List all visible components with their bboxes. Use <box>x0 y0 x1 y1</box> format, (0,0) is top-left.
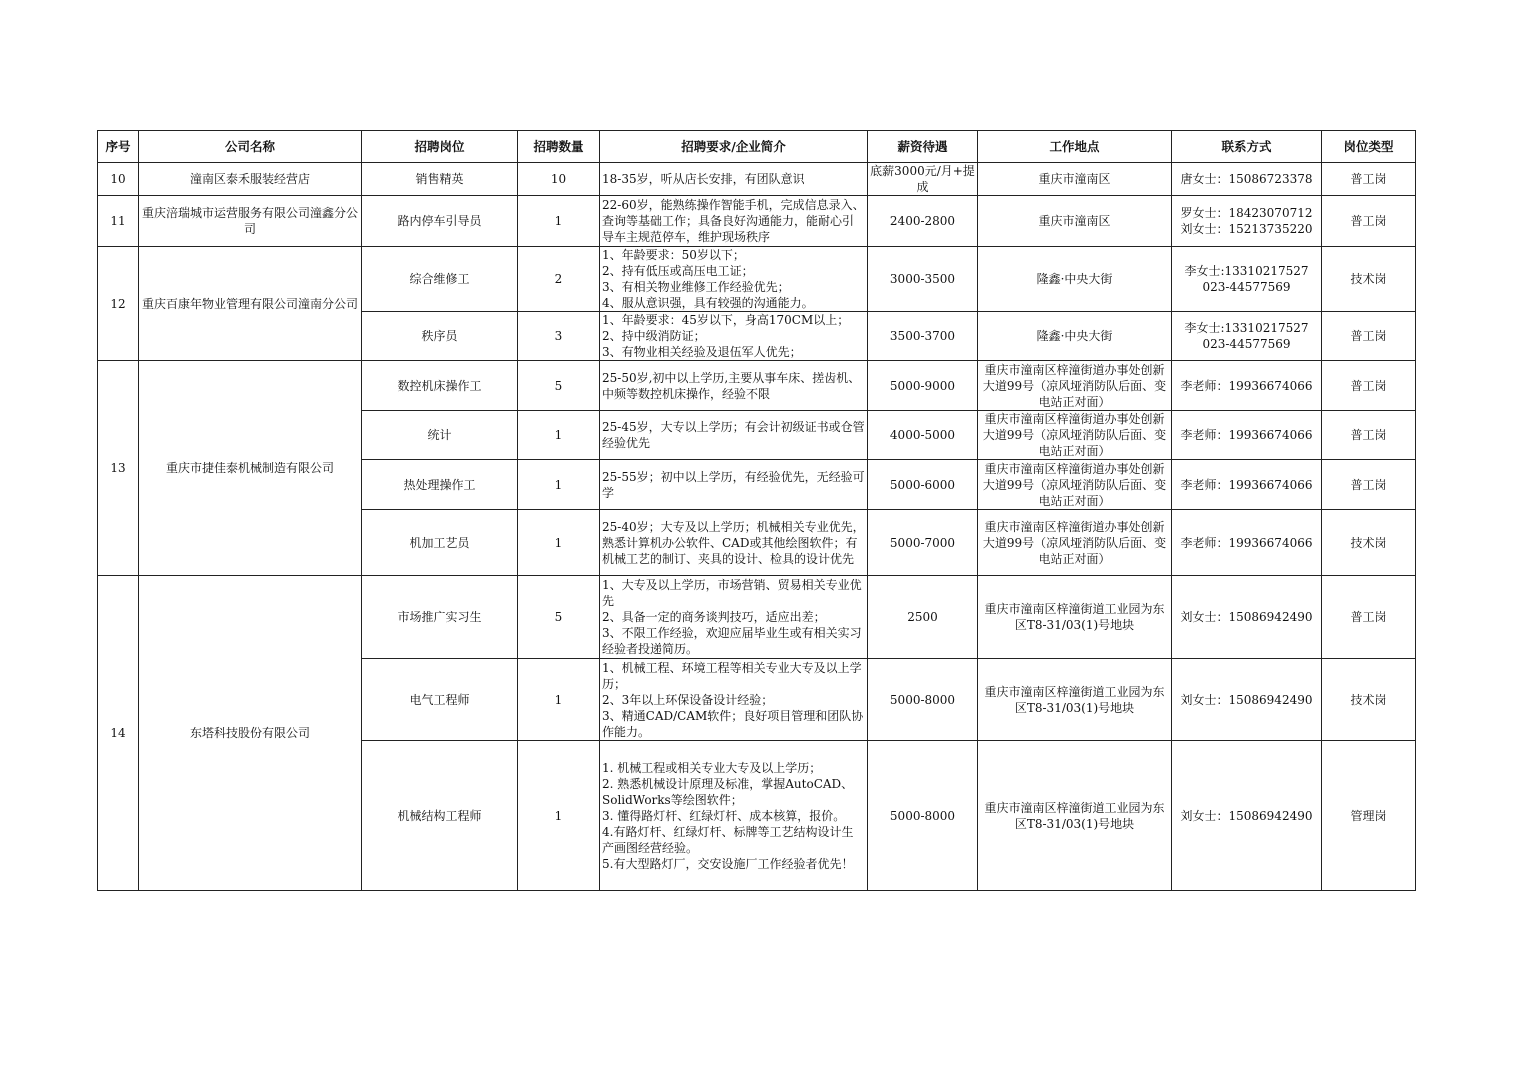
cell-contact: 李老师：19936674066 <box>1172 510 1322 576</box>
cell-location: 重庆市潼南区 <box>978 196 1172 247</box>
cell-contact: 李老师：19936674066 <box>1172 460 1322 510</box>
cell-requirements: 1、机械工程、环境工程等相关专业大专及以上学历； 2、3年以上环保设备设计经验； 3、精通CAD/CAM软件；良好项目管理和团队协作能力。 <box>600 659 868 741</box>
cell-type: 技术岗 <box>1322 659 1416 741</box>
header-type: 岗位类型 <box>1322 131 1416 163</box>
cell-salary: 5000-8000 <box>868 659 978 741</box>
cell-no: 11 <box>98 196 139 247</box>
cell-requirements: 25-45岁，大专以上学历；有会计初级证书或仓管经验优先 <box>600 411 868 460</box>
cell-type: 普工岗 <box>1322 411 1416 460</box>
cell-salary: 3000-3500 <box>868 247 978 312</box>
cell-contact: 李老师：19936674066 <box>1172 361 1322 411</box>
cell-location: 重庆市潼南区梓潼街道办事处创新大道99号（凉风垭消防队后面、变电站正对面） <box>978 411 1172 460</box>
cell-salary: 4000-5000 <box>868 411 978 460</box>
cell-salary: 3500-3700 <box>868 312 978 361</box>
cell-requirements: 1、大专及以上学历，市场营销、贸易相关专业优先 2、具备一定的商务谈判技巧，适应出差； 3、不限工作经验，欢迎应届毕业生或有相关实习经验者投递简历。 <box>600 576 868 659</box>
cell-position: 统计 <box>362 411 518 460</box>
cell-contact: 罗女士：18423070712 刘女士：15213735220 <box>1172 196 1322 247</box>
cell-count: 1 <box>518 510 600 576</box>
cell-requirements: 1、年龄要求：45岁以下，身高170CM以上； 2、持中级消防证； 3、有物业相关经验及退伍军人优先； <box>600 312 868 361</box>
cell-location: 重庆市潼南区梓潼街道工业园为东区T8-31/03(1)号地块 <box>978 659 1172 741</box>
cell-salary: 5000-7000 <box>868 510 978 576</box>
cell-count: 3 <box>518 312 600 361</box>
cell-requirements: 18-35岁，听从店长安排，有团队意识 <box>600 163 868 196</box>
cell-type: 普工岗 <box>1322 196 1416 247</box>
cell-location: 隆鑫·中央大街 <box>978 247 1172 312</box>
cell-position: 秩序员 <box>362 312 518 361</box>
cell-location: 重庆市潼南区 <box>978 163 1172 196</box>
header-salary: 薪资待遇 <box>868 131 978 163</box>
cell-salary: 底薪3000元/月+提成 <box>868 163 978 196</box>
cell-type: 技术岗 <box>1322 510 1416 576</box>
cell-company: 重庆百康年物业管理有限公司潼南分公司 <box>139 247 362 361</box>
cell-contact: 刘女士：15086942490 <box>1172 659 1322 741</box>
cell-salary: 2500 <box>868 576 978 659</box>
header-position: 招聘岗位 <box>362 131 518 163</box>
header-no: 序号 <box>98 131 139 163</box>
header-contact: 联系方式 <box>1172 131 1322 163</box>
cell-contact: 李女士:13310217527 023-44577569 <box>1172 312 1322 361</box>
cell-salary: 2400-2800 <box>868 196 978 247</box>
cell-location: 重庆市潼南区梓潼街道办事处创新大道99号（凉风垭消防队后面、变电站正对面） <box>978 510 1172 576</box>
cell-requirements: 1、年龄要求：50岁以下； 2、持有低压或高压电工证； 3、有相关物业维修工作经验优先； 4、服从意识强，具有较强的沟通能力。 <box>600 247 868 312</box>
cell-requirements: 25-40岁；大专及以上学历；机械相关专业优先，熟悉计算机办公软件、CAD或其他绘图软件；有机械工艺的制订、夹具的设计、检具的设计优先 <box>600 510 868 576</box>
table-row <box>98 576 1416 659</box>
cell-contact: 唐女士：15086723378 <box>1172 163 1322 196</box>
cell-contact: 李老师：19936674066 <box>1172 411 1322 460</box>
cell-salary: 5000-9000 <box>868 361 978 411</box>
cell-location: 重庆市潼南区梓潼街道工业园为东区T8-31/03(1)号地块 <box>978 741 1172 891</box>
cell-company: 重庆涪瑞城市运营服务有限公司潼鑫分公司 <box>139 196 362 247</box>
cell-count: 5 <box>518 361 600 411</box>
cell-contact: 刘女士：15086942490 <box>1172 741 1322 891</box>
cell-location: 重庆市潼南区梓潼街道工业园为东区T8-31/03(1)号地块 <box>978 576 1172 659</box>
cell-position: 销售精英 <box>362 163 518 196</box>
cell-no: 12 <box>98 247 139 361</box>
cell-location: 重庆市潼南区梓潼街道办事处创新大道99号（凉风垭消防队后面、变电站正对面） <box>978 460 1172 510</box>
cell-position: 机械结构工程师 <box>362 741 518 891</box>
cell-count: 1 <box>518 460 600 510</box>
table-row <box>98 247 1416 312</box>
cell-company: 东塔科技股份有限公司 <box>139 576 362 891</box>
cell-type: 普工岗 <box>1322 312 1416 361</box>
cell-count: 1 <box>518 659 600 741</box>
cell-requirements: 1. 机械工程或相关专业大专及以上学历； 2. 熟悉机械设计原理及标准，掌握AutoCAD、SolidWorks等绘图软件； 3. 懂得路灯杆、红绿灯杆、成本核算，报价。 4.有路灯杆、红绿灯杆、标牌等工艺结构设计生产画图经营经验。 5.有大型路灯厂，交安设施厂工作经验者优先！ <box>600 741 868 891</box>
cell-type: 普工岗 <box>1322 163 1416 196</box>
cell-no: 14 <box>98 576 139 891</box>
header-row <box>98 131 1416 163</box>
cell-salary: 5000-6000 <box>868 460 978 510</box>
cell-count: 1 <box>518 196 600 247</box>
cell-type: 技术岗 <box>1322 247 1416 312</box>
header-company: 公司名称 <box>139 131 362 163</box>
cell-type: 普工岗 <box>1322 460 1416 510</box>
cell-position: 综合维修工 <box>362 247 518 312</box>
cell-location: 重庆市潼南区梓潼街道办事处创新大道99号（凉风垭消防队后面、变电站正对面） <box>978 361 1172 411</box>
cell-requirements: 22-60岁，能熟练操作智能手机，完成信息录入、查询等基础工作；具备良好沟通能力，能耐心引导车主规范停车，维护现场秩序 <box>600 196 868 247</box>
cell-position: 市场推广实习生 <box>362 576 518 659</box>
cell-count: 10 <box>518 163 600 196</box>
recruitment-table <box>97 130 1416 891</box>
cell-position: 电气工程师 <box>362 659 518 741</box>
cell-count: 1 <box>518 411 600 460</box>
table-row <box>98 361 1416 411</box>
cell-position: 机加工艺员 <box>362 510 518 576</box>
cell-no: 10 <box>98 163 139 196</box>
cell-type: 普工岗 <box>1322 361 1416 411</box>
header-location: 工作地点 <box>978 131 1172 163</box>
cell-contact: 李女士:13310217527 023-44577569 <box>1172 247 1322 312</box>
cell-type: 普工岗 <box>1322 576 1416 659</box>
cell-requirements: 25-50岁,初中以上学历,主要从事车床、搓齿机、中频等数控机床操作，经验不限 <box>600 361 868 411</box>
cell-company: 潼南区泰禾服装经营店 <box>139 163 362 196</box>
header-requirements: 招聘要求/企业简介 <box>600 131 868 163</box>
cell-contact: 刘女士：15086942490 <box>1172 576 1322 659</box>
cell-count: 2 <box>518 247 600 312</box>
cell-company: 重庆市捷佳泰机械制造有限公司 <box>139 361 362 576</box>
cell-type: 管理岗 <box>1322 741 1416 891</box>
cell-no: 13 <box>98 361 139 576</box>
cell-position: 热处理操作工 <box>362 460 518 510</box>
cell-position: 数控机床操作工 <box>362 361 518 411</box>
table-row <box>98 196 1416 247</box>
header-count: 招聘数量 <box>518 131 600 163</box>
cell-location: 隆鑫·中央大街 <box>978 312 1172 361</box>
cell-position: 路内停车引导员 <box>362 196 518 247</box>
table-row <box>98 163 1416 196</box>
cell-requirements: 25-55岁；初中以上学历，有经验优先，无经验可学 <box>600 460 868 510</box>
cell-count: 1 <box>518 741 600 891</box>
cell-count: 5 <box>518 576 600 659</box>
cell-salary: 5000-8000 <box>868 741 978 891</box>
